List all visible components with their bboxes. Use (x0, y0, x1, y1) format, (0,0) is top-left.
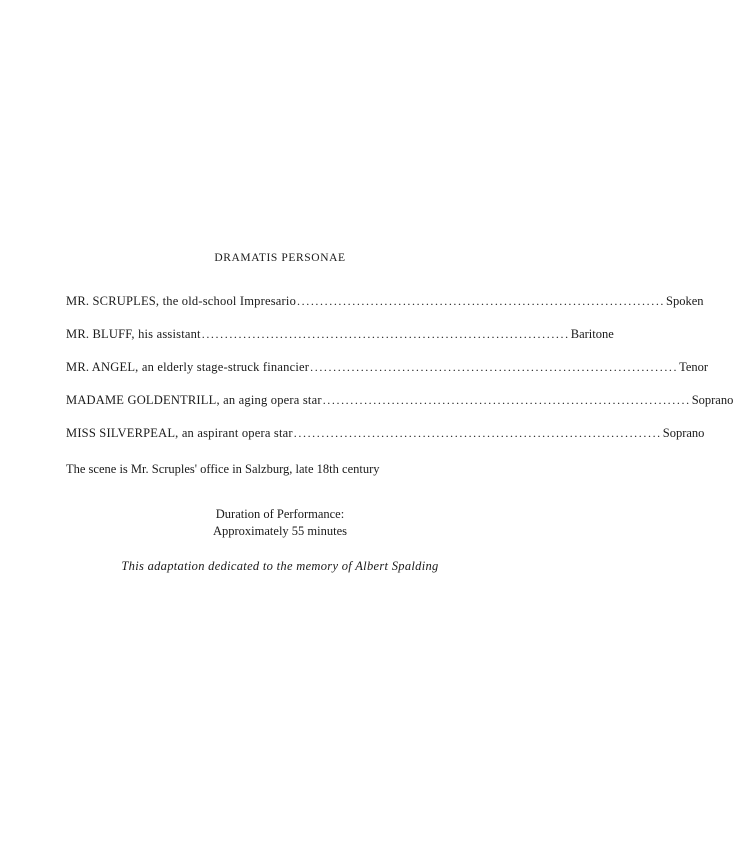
cast-entry (66, 392, 733, 425)
voice-type: Soprano (691, 393, 733, 407)
character-name: MISS SILVERPEAL, (66, 426, 179, 440)
dot-leader: ................................................................................ (322, 393, 691, 407)
scene-setting: The scene is Mr. Scruples' office in Salzburg, late 18th century (66, 462, 380, 476)
dot-leader: ................................................................................ (297, 294, 666, 308)
character-name: MR. BLUFF, (66, 327, 135, 341)
dot-leader: ................................................................................ (310, 360, 679, 374)
dramatis-personae-heading: DRAMATIS PERSONAE (214, 252, 346, 264)
voice-type: Baritone (570, 327, 614, 341)
voice-type: Spoken (666, 294, 704, 308)
cast-entry (66, 359, 709, 392)
character-description: the old-school Impresario (162, 294, 297, 308)
character-name: MADAME GOLDENTRILL, (66, 393, 220, 407)
voice-type: Tenor (679, 360, 709, 374)
character-description: an aspirant opera star (181, 426, 293, 440)
cast-entry (66, 425, 705, 458)
cast-entry (66, 293, 704, 326)
voice-type: Soprano (662, 426, 705, 440)
duration-block (0, 506, 560, 540)
dot-leader: ................................................................................ (201, 327, 570, 341)
character-name: MR. SCRUPLES, (66, 294, 160, 308)
character-description: an aging opera star (223, 393, 322, 407)
duration-label: Duration of Performance: (215, 507, 345, 521)
dot-leader: ................................................................................ (293, 426, 662, 440)
cast-list (66, 293, 733, 458)
dedication: This adaptation dedicated to the memory of Albert Spalding (121, 559, 439, 573)
character-name: MR. ANGEL, (66, 360, 139, 374)
character-description: an elderly stage-struck financier (141, 360, 310, 374)
character-description: his assistant (138, 327, 201, 341)
duration-value: Approximately 55 minutes (212, 524, 347, 538)
cast-entry (66, 326, 614, 359)
